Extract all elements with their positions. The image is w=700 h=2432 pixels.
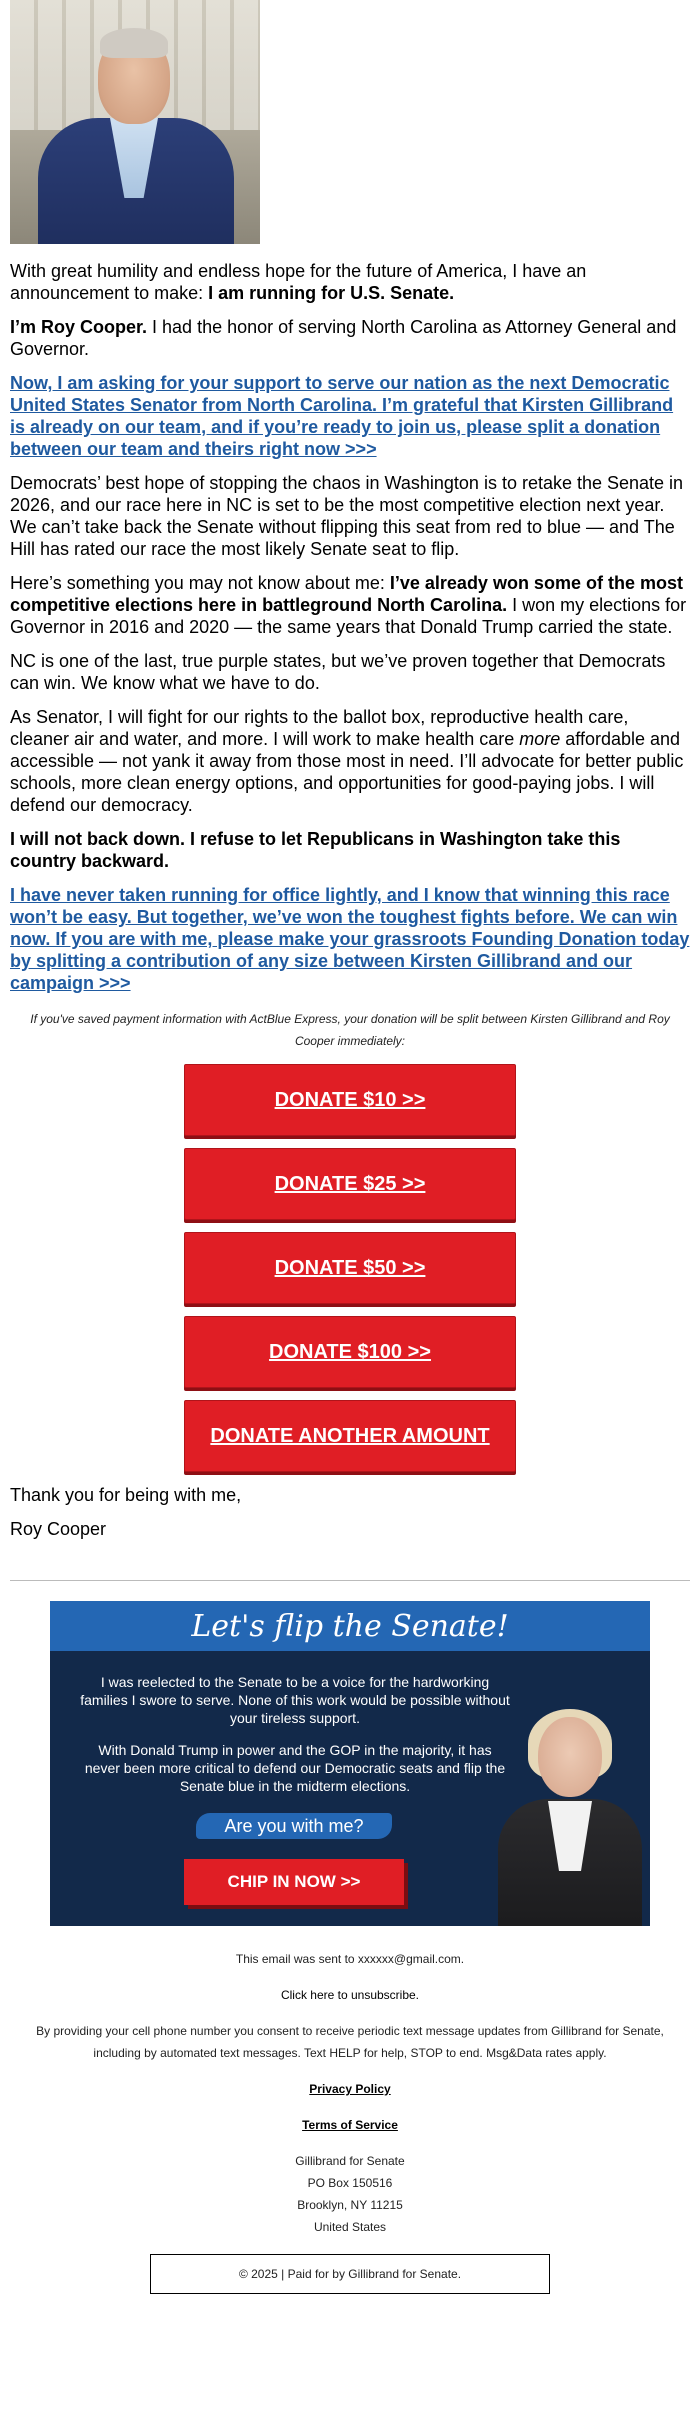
org-po-box: PO Box 150516 xyxy=(307,2176,393,2190)
banner-paragraph-2: With Donald Trump in power and the GOP in the majority, it has never been more critical to defend our Democratic seats and flip the Senate blue in the midterm elections. xyxy=(84,1742,506,1794)
founding-donation-paragraph xyxy=(10,884,690,994)
bio-paragraph: I’m Roy Cooper. I had the honor of serving North Carolina as Attorney General and Governor. xyxy=(10,317,677,359)
donate-25-button[interactable]: DONATE $25 >> xyxy=(184,1148,516,1220)
purple-state-paragraph: NC is one of the last, true purple states, but we’ve proven together that Democrats can win. We know what we have to do. xyxy=(10,651,666,693)
email-footer xyxy=(0,1948,700,2294)
chip-in-button[interactable]: CHIP IN NOW >> xyxy=(184,1859,404,1905)
unsubscribe-link[interactable]: Click here to unsubscribe. xyxy=(280,1988,420,2002)
founding-donation-link[interactable]: I have never taken running for office lightly, and I know that winning this race won’t be easy. But together, we’ve won the toughest fights before. We can win now. If you are with me, please make your grassroots Founding Donation today by splitting a contribution of any size between Kirsten Gillibrand and our campaign >>> xyxy=(10,885,690,993)
org-city: Brooklyn, NY 11215 xyxy=(297,2198,403,2212)
section-divider xyxy=(10,1580,690,1581)
signoff-name: Roy Cooper xyxy=(10,1519,107,1539)
terms-of-service-link[interactable]: Terms of Service xyxy=(302,2118,398,2132)
support-link-paragraph xyxy=(10,372,690,460)
banner-script-title: Let's flip the Senate! xyxy=(191,1608,509,1644)
support-donate-link[interactable]: Now, I am asking for your support to serve our nation as the next Democratic United States Senator from North Carolina. I’m grateful that Kirsten Gillibrand is already on our team, and if you’re ready to join us, please split a donation between our team and theirs right now >>> xyxy=(10,373,674,459)
donate-10-button[interactable]: DONATE $10 >> xyxy=(184,1064,516,1136)
banner-question-pill: Are you with me? xyxy=(196,1813,392,1839)
banner-header xyxy=(50,1601,650,1651)
donate-other-amount-button[interactable]: DONATE ANOTHER AMOUNT xyxy=(184,1400,516,1472)
senate-paragraph: Democrats’ best hope of stopping the chaos in Washington is to retake the Senate in 2026, and our race here in NC is set to be the most competitive election next year. We can’t take back the Senate without flipping this seat from red to blue — and The Hill has rated our race the most likely Senate seat to flip. xyxy=(10,473,684,559)
privacy-policy-link[interactable]: Privacy Policy xyxy=(309,2082,391,2096)
sent-to-text: This email was sent to xxxxxx@gmail.com. xyxy=(235,1952,465,1966)
intro-paragraph: With great humility and endless hope for the future of America, I have an announcement to make: I am running for U.S. Senate. xyxy=(10,261,587,303)
donate-buttons xyxy=(10,1064,690,1472)
org-country: United States xyxy=(313,2220,387,2234)
gillibrand-banner[interactable] xyxy=(50,1601,650,1926)
signoff-thanks: Thank you for being with me, xyxy=(10,1485,242,1505)
fight-paragraph: As Senator, I will fight for our rights to the ballot box, reproductive health care, cleaner air and water, and more. I will work to make health care more affordable and accessible — not yank it away from those most in need. I’ll advocate for better public schools, more clean energy options, and opportunities for good-paying jobs. I will defend our democracy. xyxy=(10,707,684,815)
actblue-note: If you've saved payment information with ActBlue Express, your donation will be split between Kirsten Gillibrand and Roy Cooper immediately: xyxy=(30,1012,670,1048)
copyright-box: © 2025 | Paid for by Gillibrand for Senate. xyxy=(150,2254,550,2294)
won-elections-paragraph: Here’s something you may not know about me: I’ve already won some of the most competitive elections here in battleground North Carolina. I won my elections for Governor in 2016 and 2020 — the same years that Donald Trump carried the state. xyxy=(10,573,687,637)
senator-portrait xyxy=(490,1701,650,1926)
sms-consent-text: By providing your cell phone number you consent to receive periodic text message updates from Gillibrand for Senate, including by automated text messages. Text HELP for help, STOP to end. Msg&Data rates apply. xyxy=(36,2024,664,2060)
not-back-down-paragraph: I will not back down. I refuse to let Republicans in Washington take this country backward. xyxy=(10,829,621,871)
banner-text xyxy=(80,1673,510,1809)
donate-100-button[interactable]: DONATE $100 >> xyxy=(184,1316,516,1388)
donate-50-button[interactable]: DONATE $50 >> xyxy=(184,1232,516,1304)
banner-paragraph-1: I was reelected to the Senate to be a voice for the hardworking families I swore to serve. None of this work would be possible without your tireless support. xyxy=(80,1674,510,1726)
candidate-photo xyxy=(10,0,260,244)
org-name: Gillibrand for Senate xyxy=(295,2154,405,2168)
